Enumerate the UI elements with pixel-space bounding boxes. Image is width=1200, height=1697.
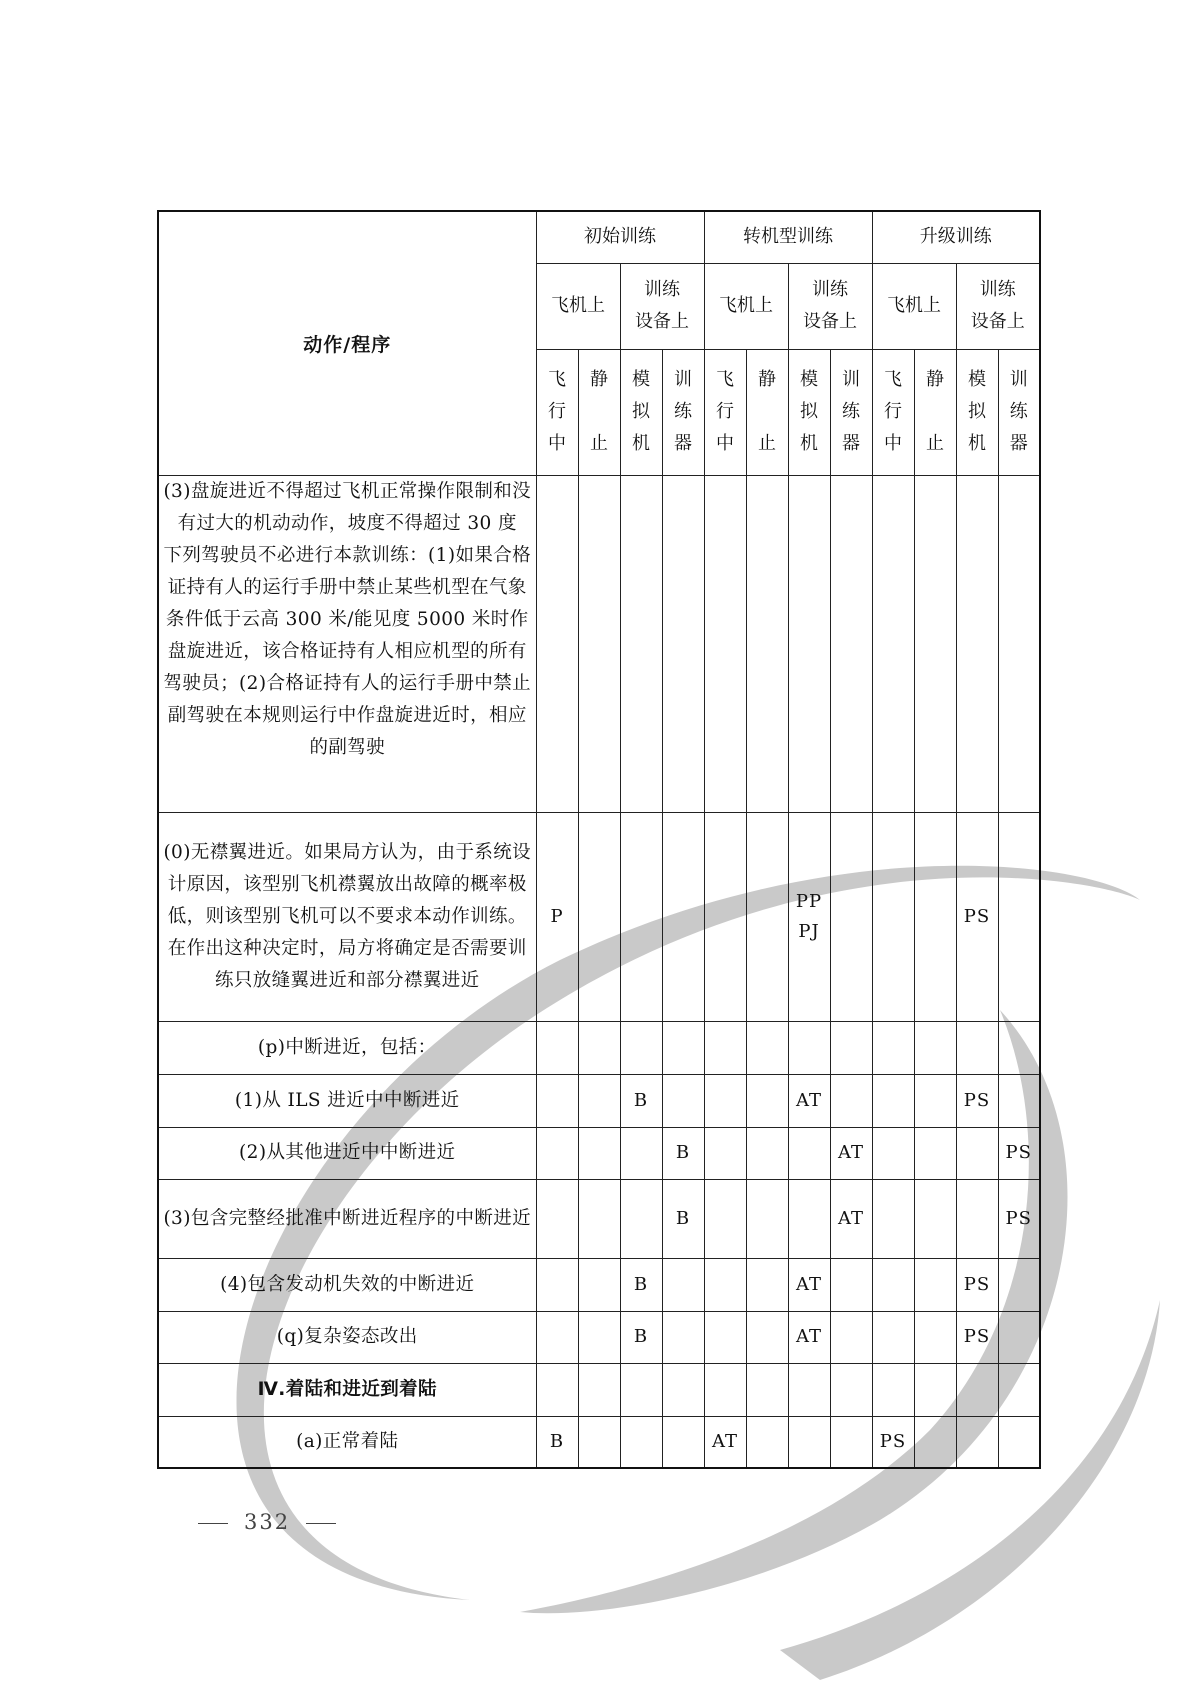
mark-cell: P bbox=[536, 812, 578, 1021]
mark-cell bbox=[872, 1074, 914, 1127]
mark-cell bbox=[620, 812, 662, 1021]
row-description: (2)从其他进近中中断进近 bbox=[158, 1127, 536, 1179]
mark-cell bbox=[536, 1363, 578, 1416]
col-header-in-flight: 飞 行 中 bbox=[536, 349, 578, 475]
mark-cell bbox=[830, 812, 872, 1021]
mark-cell bbox=[746, 1416, 788, 1468]
mark-cell: AT bbox=[830, 1127, 872, 1179]
mark-cell bbox=[956, 1127, 998, 1179]
mark-cell bbox=[788, 1416, 830, 1468]
mark-cell bbox=[998, 1363, 1040, 1416]
device-header: 训练 设备上 bbox=[788, 263, 872, 349]
mark-cell bbox=[536, 1258, 578, 1311]
mark-cell bbox=[704, 1074, 746, 1127]
mark-cell bbox=[746, 1074, 788, 1127]
mark-cell: AT bbox=[788, 1074, 830, 1127]
mark-cell bbox=[704, 1258, 746, 1311]
mark-cell bbox=[662, 475, 704, 812]
mark-cell bbox=[662, 1074, 704, 1127]
mark-cell bbox=[830, 1416, 872, 1468]
mark-cell bbox=[662, 1416, 704, 1468]
mark-cell bbox=[578, 1074, 620, 1127]
mark-cell bbox=[662, 1021, 704, 1074]
col-header-simulator: 模 拟 机 bbox=[620, 349, 662, 475]
mark-cell bbox=[914, 1363, 956, 1416]
mark-cell bbox=[830, 1074, 872, 1127]
mark-cell bbox=[788, 1363, 830, 1416]
mark-cell bbox=[872, 812, 914, 1021]
mark-cell: AT bbox=[704, 1416, 746, 1468]
mark-cell bbox=[704, 475, 746, 812]
mark-cell bbox=[746, 812, 788, 1021]
mark-cell bbox=[578, 475, 620, 812]
mark-cell: B bbox=[536, 1416, 578, 1468]
mark-cell: PS bbox=[956, 1258, 998, 1311]
mark-cell bbox=[662, 1258, 704, 1311]
mark-cell bbox=[956, 1363, 998, 1416]
mark-cell bbox=[956, 1179, 998, 1258]
mark-cell bbox=[872, 1311, 914, 1363]
mark-cell bbox=[746, 1258, 788, 1311]
col-header-static: 静 止 bbox=[578, 349, 620, 475]
col-header-simulator: 模 拟 机 bbox=[956, 349, 998, 475]
row-description: (0)无襟翼进近。如果局方认为，由于系统设计原因，该型别飞机襟翼放出故障的概率极低，则该型别飞机可以不要求本动作训练。在作出这种决定时，局方将确定是否需要训练只放缝翼进近和部分襟翼进近 bbox=[158, 812, 536, 1021]
mark-cell bbox=[536, 1074, 578, 1127]
mark-cell bbox=[536, 475, 578, 812]
mark-cell bbox=[620, 1127, 662, 1179]
row-description: (p)中断进近，包括： bbox=[158, 1021, 536, 1074]
mark-cell bbox=[914, 1074, 956, 1127]
table-row bbox=[158, 1021, 1040, 1074]
mark-cell bbox=[998, 1258, 1040, 1311]
table-row bbox=[158, 1127, 1040, 1179]
aircraft-header: 飞机上 bbox=[872, 263, 956, 349]
mark-cell: B bbox=[662, 1127, 704, 1179]
mark-cell bbox=[788, 475, 830, 812]
mark-cell bbox=[536, 1021, 578, 1074]
device-header: 训练 设备上 bbox=[620, 263, 704, 349]
table-row bbox=[158, 1311, 1040, 1363]
mark-cell bbox=[914, 812, 956, 1021]
aircraft-header: 飞机上 bbox=[704, 263, 788, 349]
mark-cell bbox=[620, 1363, 662, 1416]
mark-cell bbox=[578, 1127, 620, 1179]
mark-cell bbox=[704, 1363, 746, 1416]
mark-cell bbox=[998, 812, 1040, 1021]
mark-cell bbox=[998, 1416, 1040, 1468]
mark-cell: PS bbox=[872, 1416, 914, 1468]
row-description: (a)正常着陆 bbox=[158, 1416, 536, 1468]
mark-cell bbox=[620, 1416, 662, 1468]
mark-cell bbox=[956, 1021, 998, 1074]
mark-cell bbox=[998, 1311, 1040, 1363]
mark-cell bbox=[830, 1311, 872, 1363]
mark-cell bbox=[872, 1363, 914, 1416]
col-header-trainer: 训 练 器 bbox=[998, 349, 1040, 475]
mark-cell: PP PJ bbox=[788, 812, 830, 1021]
row-description: (3)包含完整经批准中断进近程序的中断进近 bbox=[158, 1179, 536, 1258]
mark-cell: AT bbox=[788, 1258, 830, 1311]
mark-cell bbox=[620, 475, 662, 812]
mark-cell bbox=[536, 1127, 578, 1179]
mark-cell bbox=[872, 1127, 914, 1179]
mark-cell bbox=[830, 1258, 872, 1311]
mark-cell bbox=[746, 1127, 788, 1179]
mark-cell: PS bbox=[998, 1127, 1040, 1179]
mark-cell bbox=[746, 1311, 788, 1363]
mark-cell bbox=[620, 1179, 662, 1258]
mark-cell bbox=[662, 1311, 704, 1363]
mark-cell bbox=[746, 475, 788, 812]
group-header-upgrade: 升级训练 bbox=[872, 211, 1040, 263]
mark-cell bbox=[914, 1311, 956, 1363]
table-row bbox=[158, 1179, 1040, 1258]
mark-cell bbox=[578, 1258, 620, 1311]
mark-cell: AT bbox=[830, 1179, 872, 1258]
table-row bbox=[158, 1074, 1040, 1127]
mark-cell bbox=[746, 1179, 788, 1258]
mark-cell bbox=[578, 812, 620, 1021]
mark-cell bbox=[914, 1179, 956, 1258]
mark-cell bbox=[620, 1021, 662, 1074]
table-row bbox=[158, 1258, 1040, 1311]
row-description: Ⅳ.着陆和进近到着陆 bbox=[158, 1363, 536, 1416]
mark-cell: B bbox=[620, 1074, 662, 1127]
mark-cell bbox=[872, 1179, 914, 1258]
col-header-trainer: 训 练 器 bbox=[662, 349, 704, 475]
mark-cell bbox=[998, 1021, 1040, 1074]
table-row bbox=[158, 812, 1040, 1021]
row-description: (3)盘旋进近不得超过飞机正常操作限制和没有过大的机动动作，坡度不得超过 30 度 下列驾驶员不必进行本款训练：(1)如果合格证持有人的运行手册中禁止某些机型在气象条件低于云高 300 米/能见度 5000 米时作盘旋进近，该合格证持有人相应机型的所有驾驶员；(2)合格证持有人的运行手册中禁止副驾驶在本规则运行中作盘旋进近时，相应的副驾驶 bbox=[158, 475, 536, 812]
group-header-transition: 转机型训练 bbox=[704, 211, 872, 263]
mark-cell bbox=[788, 1021, 830, 1074]
table-row bbox=[158, 1363, 1040, 1416]
mark-cell bbox=[662, 812, 704, 1021]
action-header: 动作/程序 bbox=[158, 211, 536, 475]
mark-cell bbox=[704, 812, 746, 1021]
mark-cell bbox=[914, 1127, 956, 1179]
mark-cell: PS bbox=[956, 1311, 998, 1363]
mark-cell bbox=[578, 1416, 620, 1468]
mark-cell bbox=[956, 1416, 998, 1468]
mark-cell bbox=[704, 1311, 746, 1363]
col-header-in-flight: 飞 行 中 bbox=[872, 349, 914, 475]
mark-cell bbox=[704, 1179, 746, 1258]
mark-cell: B bbox=[620, 1258, 662, 1311]
mark-cell bbox=[914, 1416, 956, 1468]
col-header-trainer: 训 练 器 bbox=[830, 349, 872, 475]
mark-cell bbox=[788, 1127, 830, 1179]
mark-cell bbox=[830, 475, 872, 812]
mark-cell bbox=[578, 1021, 620, 1074]
mark-cell bbox=[914, 1258, 956, 1311]
table-row bbox=[158, 475, 1040, 812]
mark-cell: PS bbox=[956, 1074, 998, 1127]
col-header-simulator: 模 拟 机 bbox=[788, 349, 830, 475]
mark-cell bbox=[872, 1021, 914, 1074]
mark-cell: AT bbox=[788, 1311, 830, 1363]
group-header-initial: 初始训练 bbox=[536, 211, 704, 263]
row-description: (q)复杂姿态改出 bbox=[158, 1311, 536, 1363]
mark-cell bbox=[536, 1179, 578, 1258]
col-header-static: 静 止 bbox=[914, 349, 956, 475]
mark-cell bbox=[746, 1363, 788, 1416]
mark-cell bbox=[578, 1363, 620, 1416]
mark-cell bbox=[956, 475, 998, 812]
mark-cell bbox=[578, 1311, 620, 1363]
row-description: (4)包含发动机失效的中断进近 bbox=[158, 1258, 536, 1311]
mark-cell bbox=[872, 475, 914, 812]
mark-cell bbox=[788, 1179, 830, 1258]
mark-cell bbox=[830, 1363, 872, 1416]
right-dash bbox=[306, 1523, 336, 1524]
aircraft-header: 飞机上 bbox=[536, 263, 620, 349]
mark-cell: PS bbox=[956, 812, 998, 1021]
page-number bbox=[182, 1510, 352, 1534]
mark-cell: B bbox=[620, 1311, 662, 1363]
table-row bbox=[158, 1416, 1040, 1468]
mark-cell bbox=[662, 1363, 704, 1416]
mark-cell bbox=[746, 1021, 788, 1074]
page-number-text: 332 bbox=[244, 1510, 291, 1534]
mark-cell bbox=[704, 1021, 746, 1074]
mark-cell bbox=[998, 475, 1040, 812]
mark-cell bbox=[914, 1021, 956, 1074]
mark-cell bbox=[998, 1074, 1040, 1127]
row-description: (1)从 ILS 进近中中断进近 bbox=[158, 1074, 536, 1127]
mark-cell bbox=[578, 1179, 620, 1258]
col-header-static: 静 止 bbox=[746, 349, 788, 475]
mark-cell bbox=[914, 475, 956, 812]
mark-cell bbox=[704, 1127, 746, 1179]
mark-cell: B bbox=[662, 1179, 704, 1258]
mark-cell: PS bbox=[998, 1179, 1040, 1258]
mark-cell bbox=[872, 1258, 914, 1311]
mark-cell bbox=[830, 1021, 872, 1074]
training-table bbox=[157, 210, 1041, 1469]
mark-cell bbox=[536, 1311, 578, 1363]
left-dash bbox=[198, 1523, 228, 1524]
col-header-in-flight: 飞 行 中 bbox=[704, 349, 746, 475]
device-header: 训练 设备上 bbox=[956, 263, 1040, 349]
